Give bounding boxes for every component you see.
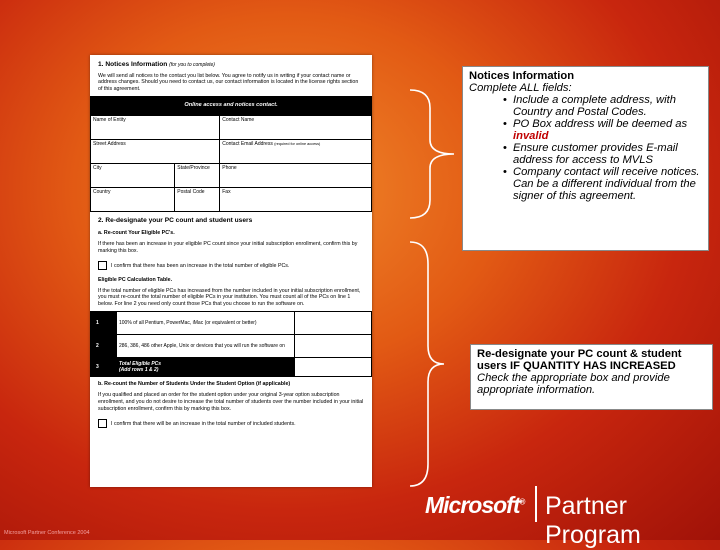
section1-body: We will send all notices to the contact you list below. You agree to notify us in writing if your contact name or address changes. Should you need to contact us, our contact information is located in the license rights section of this agreement. [98,72,359,93]
field-city: City [91,164,175,188]
field-street-address: Street Address [91,140,220,164]
sub-a-title: a. Re-count Your Eligible PC's. [98,230,175,237]
notices-callout-list [469,94,702,202]
list-item: • Ensure customer provides E-mail address for access to MVLS [513,142,702,166]
confirm-pc-label: I confirm that there has been an increase in the total number of eligible PCs. [111,262,290,269]
calc-total-value[interactable] [295,358,372,377]
agreement-form-image [90,55,372,487]
partner-program-logo [405,478,720,549]
section1-title: 1. Notices Information (for you to complete) [98,61,215,68]
invalid-emphasis: invalid [513,130,549,142]
calc-total-label: Total Eligible PCs (Add rows 1 & 2) [117,358,295,377]
sub-a-para: If there has been an increase in your eligible PC count since your initial subscription enrollment, confirm this by marking this box. [98,240,358,254]
field-contact-email: Contact Email Address (required for online access) [220,140,372,164]
sub-b-para: If you qualified and placed an order for the student option under your original 3-year option subscription enrollment, and you do not desire to increase the total number of students over the number included in your initial subscription enrollment, confirm this by marking this box. [98,392,364,412]
list-item: • PO Box address will be deemed as invalid [513,118,702,142]
microsoft-wordmark: Microsoft® [425,492,525,518]
calc-row [91,335,372,358]
notices-callout-intro: Complete ALL fields: [469,82,572,94]
field-name-of-entity: Name of Entity [91,116,220,140]
section2-title: 2. Re-designate your PC count and student users [98,217,253,225]
calc-title: Eligible PC Calculation Table. [98,276,173,283]
field-contact-name: Contact Name [220,116,372,140]
field-fax: Fax [220,188,372,212]
calc-intro: If the total number of eligible PCs has increased from the number included in your initial subscription enrollment, you must re-count the total number of eligible PCs in your institution. You must count all of the PCs on line 1 below. For line 2 you need only count those PCs that you choose to run the software on. [98,287,361,308]
confirm-pc-row [98,261,364,270]
pc-count-callout-title: Re-designate your PC count & student users IF QUANTITY HAS INCREASED [477,348,682,372]
field-postal-code: Postal Code [175,188,220,212]
calc-row-value[interactable] [295,312,372,335]
notices-callout [462,66,709,251]
list-item: • Company contact will receive notices. Can be a different individual from the signer of this agreement. [513,166,702,202]
calc-row-num: 3 [91,358,117,377]
list-item: • Include a complete address, with Country and Postal Codes. [513,94,702,118]
partner-program-text: Partner Program [545,492,641,549]
field-state: State/Province [175,164,220,188]
contact-fields-table [90,115,372,212]
field-phone: Phone [220,164,372,188]
brace-pc-count [408,240,448,488]
confirm-students-checkbox[interactable] [98,419,107,428]
confirm-students-label: I confirm that there will be an increase in the total number of included students. [111,420,296,427]
sub-b-title: b. Re-count the Number of Students Under the Student Option (if applicable) [98,381,291,388]
footer-note: Microsoft Partner Conference 2004 [4,530,90,536]
field-country: Country [91,188,175,212]
calc-row-text: 100% of all Pentium, PowerMac, iMac (or equivalent or better) [117,312,295,335]
confirm-pc-checkbox[interactable] [98,261,107,270]
calc-row-num: 2 [91,335,117,358]
calc-row-text: 286, 386, 486 other Apple, Unix or devices that you will run the software on [117,335,295,358]
logo-divider [535,486,537,522]
calc-row-total [91,358,372,377]
calc-row-num: 1 [91,312,117,335]
calc-row-value[interactable] [295,335,372,358]
calc-table [90,311,372,377]
brace-notices [408,88,458,220]
notices-callout-title: Notices Information [469,70,575,82]
calc-row [91,312,372,335]
pc-count-callout-body: Check the appropriate box and provide appropriate information. [477,372,670,396]
pc-count-callout [470,344,713,410]
confirm-students-row [98,419,364,428]
contact-bar: Online access and notices contact. [90,96,372,115]
